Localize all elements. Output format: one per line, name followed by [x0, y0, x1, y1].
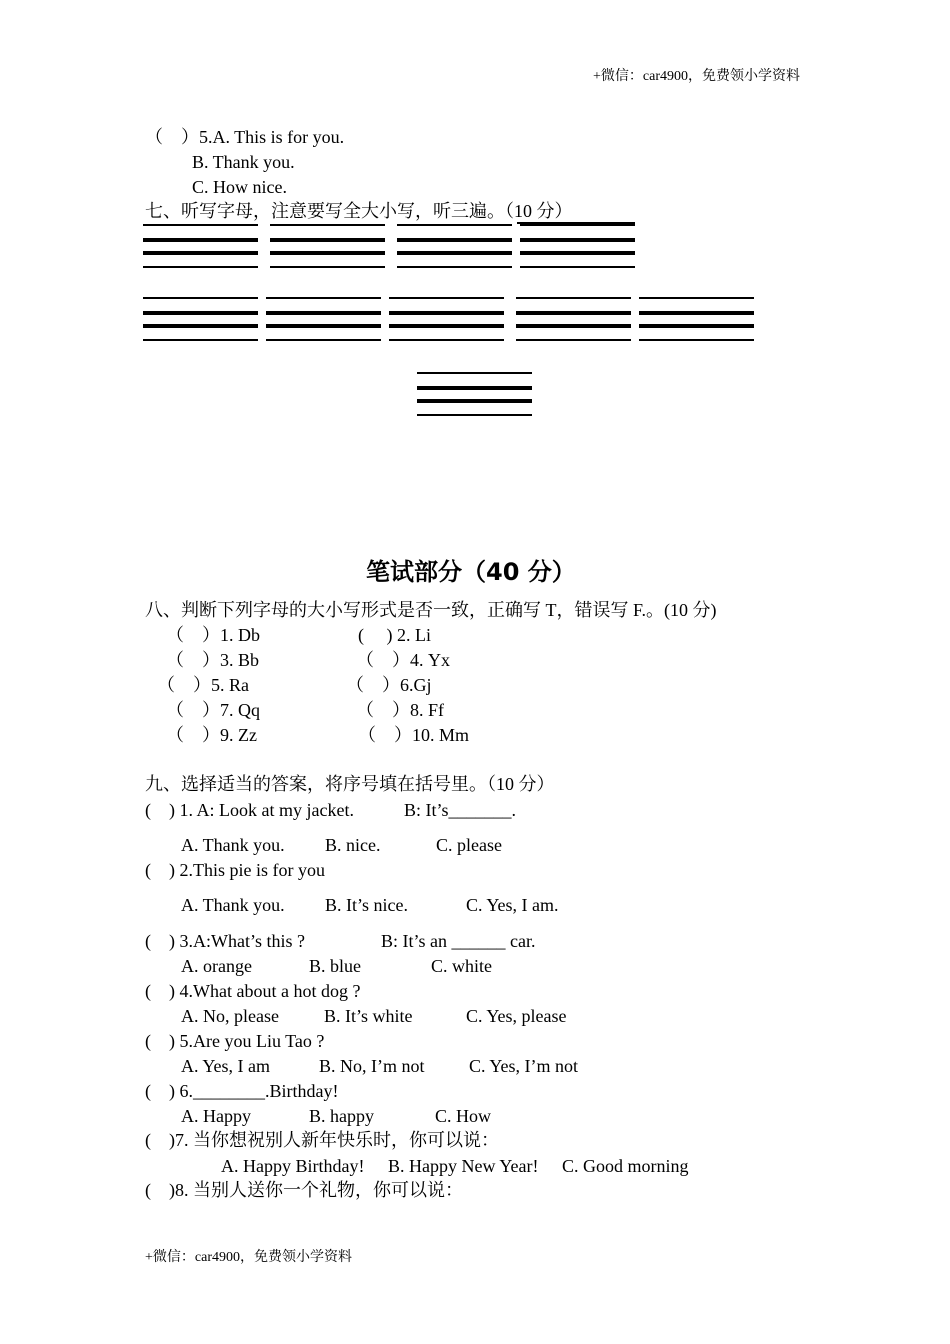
writing-box[interactable] [389, 297, 504, 341]
sec9-q5-option-a: A. Yes, I am [181, 1056, 271, 1076]
sec9-q3-response: B: It’s an ______ car. [381, 931, 536, 951]
sec9-q6-option-c: C. How [435, 1106, 492, 1126]
sec8-item-7: （ ）7. Qq [166, 700, 260, 720]
header-note: +微信：car4900，免费领小学资料 [593, 69, 800, 84]
sec9-title: 九、选择适当的答案，将序号填在括号里。（10 分） [145, 774, 555, 794]
writing-box[interactable] [270, 224, 385, 268]
writing-box[interactable] [143, 297, 258, 341]
sec9-q7-option-b: B. Happy New Year! [388, 1156, 539, 1176]
written-part-title: 笔试部分（40 分） [366, 558, 576, 586]
sec9-q6-option-b: B. happy [309, 1106, 374, 1126]
sec9-q1-stem: ( ) 1. A: Look at my jacket. [145, 800, 354, 820]
sec8-item-2: ( ) 2. Li [358, 625, 431, 645]
sec8-item-9: （ ）9. Zz [166, 725, 257, 745]
writing-box[interactable] [266, 297, 381, 341]
sec9-q5-option-b: B. No, I’m not [319, 1056, 425, 1076]
sec8-item-10: （ ）10. Mm [358, 725, 470, 745]
sec9-q3-option-c: C. white [431, 956, 492, 976]
sec9-q1-response: B: It’s_______. [404, 800, 517, 820]
sec9-q4-option-b: B. It’s white [324, 1006, 413, 1026]
sec9-q3-option-a: A. orange [181, 956, 252, 976]
writing-box[interactable] [639, 297, 754, 341]
writing-box[interactable] [516, 297, 631, 341]
writing-box[interactable] [417, 372, 532, 416]
sec9-q1-option-c: C. please [436, 835, 502, 855]
sec9-q6-stem: ( ) 6.________.Birthday! [145, 1081, 339, 1101]
sec9-q5-option-c: C. Yes, I’m not [469, 1056, 579, 1076]
sec9-q8-stem: ( )8. 当别人送你一个礼物，你可以说： [145, 1180, 463, 1200]
sec6-q5-stem: （ ）5.A. This is for you. [145, 127, 345, 147]
sec8-item-4: （ ）4. Yx [356, 650, 450, 670]
writing-box[interactable] [520, 224, 635, 268]
sec9-q5-stem: ( ) 5.Are you Liu Tao ? [145, 1031, 325, 1051]
sec7-title: 七、听写字母，注意要写全大小写，听三遍。（10 分） [145, 201, 573, 221]
sec8-item-5: （ ）5. Ra [157, 675, 249, 695]
sec8-item-6: （ ）6.Gj [346, 675, 432, 695]
sec9-q3-option-b: B. blue [309, 956, 361, 976]
sec9-q6-option-a: A. Happy [181, 1106, 251, 1126]
sec9-q2-option-b: B. It’s nice. [325, 895, 408, 915]
sec8-item-1: （ ）1. Db [166, 625, 260, 645]
sec9-q7-option-a: A. Happy Birthday! [221, 1156, 365, 1176]
writing-box[interactable] [143, 224, 258, 268]
sec8-item-3: （ ）3. Bb [166, 650, 260, 670]
sec9-q2-option-c: C. Yes, I am. [466, 895, 559, 915]
sec9-q7-option-c: C. Good morning [562, 1156, 689, 1176]
sec6-q5-option-b: B. Thank you. [192, 152, 295, 172]
sec9-q3-stem: ( ) 3.A:What’s this ? [145, 931, 305, 951]
writing-box[interactable] [397, 224, 512, 268]
sec9-q4-option-c: C. Yes, please [466, 1006, 567, 1026]
sec9-q4-option-a: A. No, please [181, 1006, 279, 1026]
sec9-q2-stem: ( ) 2.This pie is for you [145, 860, 325, 880]
footer-note: +微信：car4900，免费领小学资料 [145, 1250, 352, 1265]
sec9-q1-option-a: A. Thank you. [181, 835, 285, 855]
sec9-q1-option-b: B. nice. [325, 835, 381, 855]
sec9-q4-stem: ( ) 4.What about a hot dog ? [145, 981, 361, 1001]
sec9-q7-stem: ( )7. 当你想祝别人新年快乐时，你可以说： [145, 1130, 499, 1150]
sec6-q5-option-c: C. How nice. [192, 177, 287, 197]
sec8-title: 八、判断下列字母的大小写形式是否一致，正确写 T，错误写 F.。(10 分) [145, 600, 717, 620]
sec9-q2-option-a: A. Thank you. [181, 895, 285, 915]
sec8-item-8: （ ）8. Ff [356, 700, 445, 720]
